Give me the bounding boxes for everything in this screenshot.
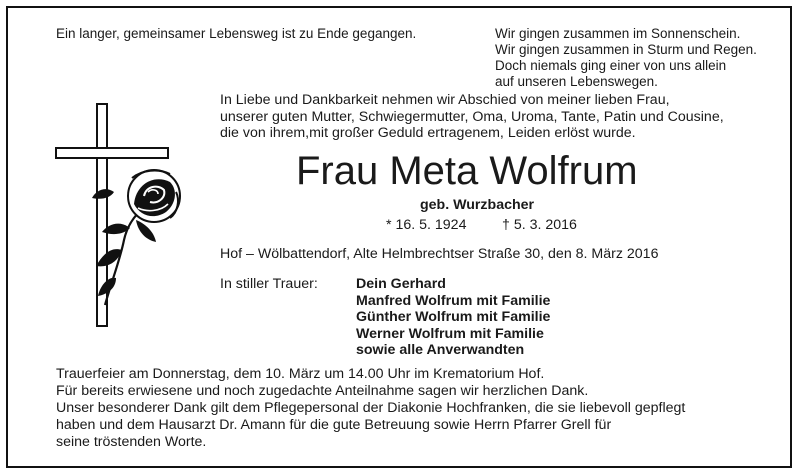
footer-line: Für bereits erwiesene und noch zugedachte Anteilnahme sagen wir herzlichen Dank. [56, 383, 589, 399]
footer-text [56, 366, 685, 451]
intro-line: die von ihrem,mit großer Geduld ertragenem, Leiden erlöst wurde. [220, 125, 636, 141]
quote-right [495, 26, 757, 90]
birth-date: * 16. 5. 1924 [386, 217, 467, 233]
mourner: Manfred Wolfrum mit Familie [356, 292, 551, 309]
footer-line: Unser besonderer Dank gilt dem Pflegepersonal der Diakonie Hochfranken, die sie liebevoll gepflegt [56, 400, 686, 416]
footer-line: haben und dem Hausarzt Dr. Amann für die gute Betreuung sowie Herrn Pfarrer Grell für [56, 417, 612, 433]
quote-right-line: Wir gingen zusammen in Sturm und Regen. [495, 42, 757, 57]
death-date: † 5. 3. 2016 [502, 217, 577, 233]
footer-line: Trauerfeier am Donnerstag, dem 10. März um 14.00 Uhr im Krematorium Hof. [56, 366, 545, 382]
quote-right-line: Doch niemals ging einer von uns allein [495, 58, 727, 73]
quote-right-line: auf unseren Lebenswegen. [495, 74, 658, 89]
mourner: Werner Wolfrum mit Familie [356, 325, 544, 342]
intro-line: In Liebe und Dankbarkeit nehmen wir Abschied von meiner lieben Frau, [220, 92, 670, 108]
footer-line: seine tröstenden Worte. [56, 434, 207, 450]
intro-line: unserer guten Mutter, Schwiegermutter, Oma, Uroma, Tante, Patin und Cousine, [220, 108, 724, 125]
deceased-name: Frau Meta Wolfrum [296, 149, 638, 193]
mourner: Dein Gerhard [356, 276, 446, 292]
maiden-name: geb. Wurzbacher [420, 197, 535, 213]
location-date: Hof – Wölbattendorf, Alte Helmbrechtser Straße 30, den 8. März 2016 [220, 246, 659, 262]
quote-left: Ein langer, gemeinsamer Lebensweg ist zu Ende gegangen. [56, 26, 417, 41]
mourner: sowie alle Anverwandten [356, 342, 525, 358]
mourner: Günther Wolfrum mit Familie [356, 309, 551, 325]
mourning-label: In stiller Trauer: [220, 276, 318, 292]
quote-right-line: Wir gingen zusammen im Sonnenschein. [495, 26, 741, 41]
mourners-list [356, 276, 550, 359]
intro-paragraph [220, 92, 724, 142]
cross-with-rose-icon [50, 100, 185, 330]
